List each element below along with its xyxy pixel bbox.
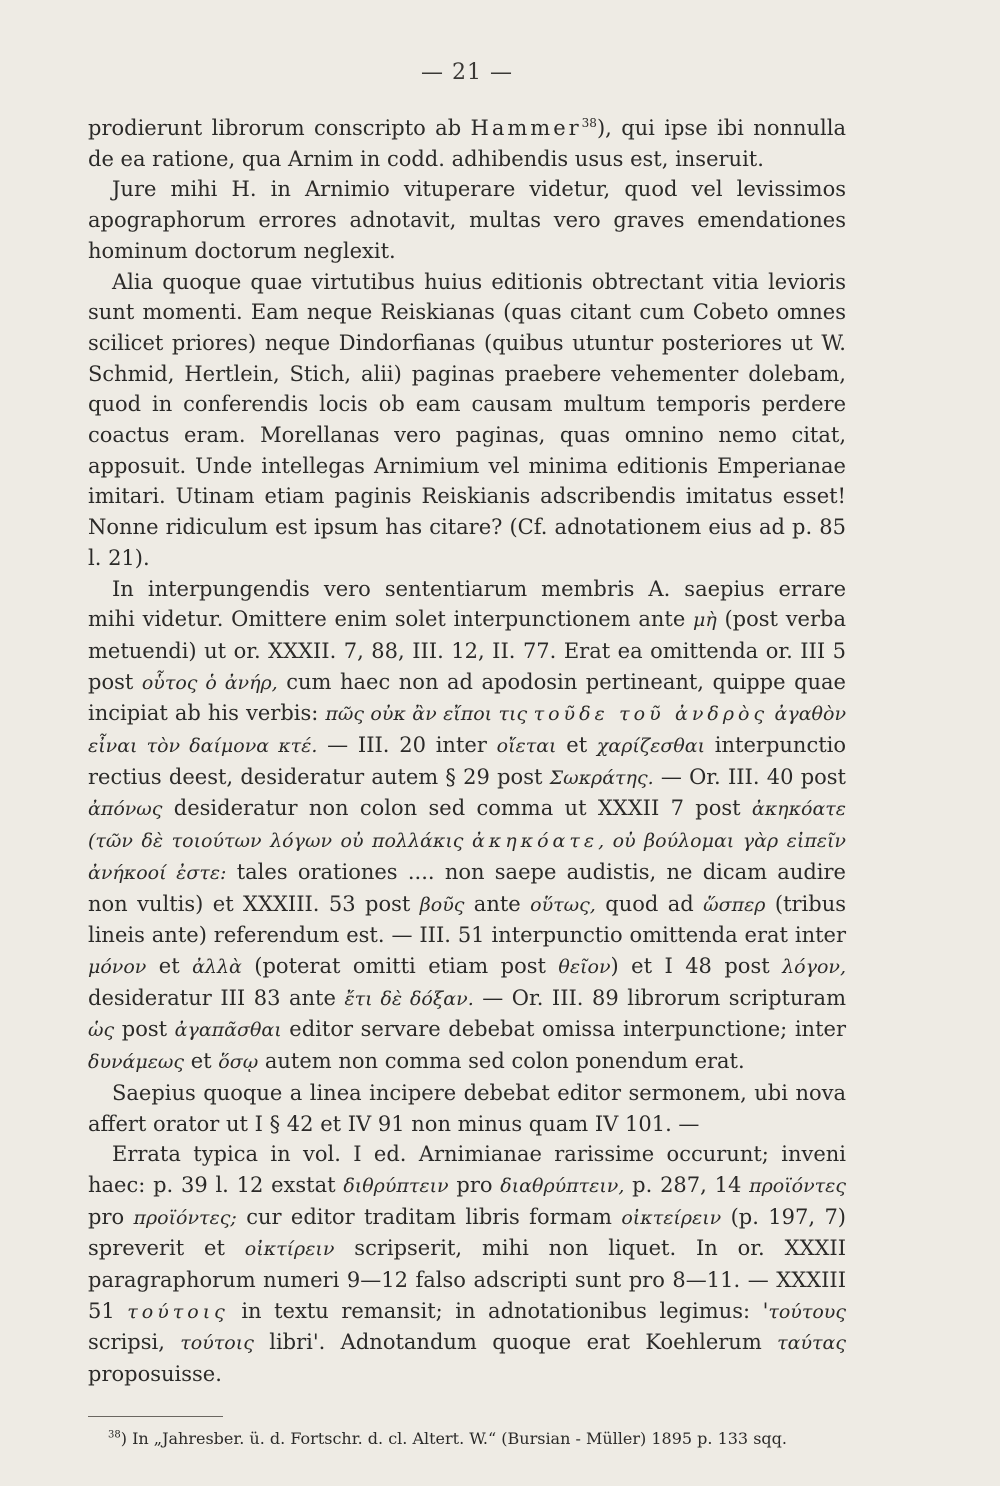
footnote-ref[interactable]: 38	[581, 116, 597, 130]
greek-text: τούτοις	[180, 1332, 254, 1355]
greek-text: οἰκτείρειν	[621, 1206, 722, 1229]
greek-text: πῶς οὐκ ἂν εἴποι τις	[325, 703, 534, 726]
greek-text: ἀγαπᾶσθαι	[174, 1019, 282, 1042]
text-run: (tribus lineis ante) referendum est. — III. 51 interpunctio omittenda erat inter	[88, 891, 847, 948]
text-run: ante	[464, 891, 531, 916]
greek-text: ἀλλὰ	[192, 955, 242, 978]
text-run: (post verba metuendi) ut or. XXXII. 7, 88, III. 12, II. 77. Erat ea omittenda or. III 5 post	[88, 607, 846, 694]
text-run: scripserit, mihi non liquet. In or. XXXII paragraphorum numeri 9—12 falso adscripti sunt pro 8—11. — XXXIII 51	[88, 1236, 847, 1323]
text-run: pro	[448, 1172, 501, 1197]
footnote-divider	[88, 1416, 223, 1417]
greek-text: ὅσῳ	[218, 1051, 259, 1074]
greek-text: ταύτας	[777, 1332, 846, 1355]
text-run: desideratur non colon sed comma ut XXXII 7 post	[162, 796, 752, 821]
greek-text-spaced: ἀκηκόατε	[471, 830, 599, 853]
greek-text: μόνον	[88, 955, 147, 978]
text-run: (poterat omitti etiam post	[241, 953, 559, 978]
greek-text: τούτους	[768, 1300, 846, 1323]
footnote-text: ) In „Jahresber. ü. d. Fortschr. d. cl. Altert. W.“ (Bursian - Müller) 1895 p. 133 sqq.	[120, 1428, 787, 1448]
text-run: editor servare debebat omissa interpunctione; inter	[281, 1017, 846, 1042]
paragraph-3: Alia quoque quae virtutibus huius editionis obtrectant vitia levioris sunt momenti. Eam neque Reiskianas (quas citant cum Cobeto omnes scilicet priores) neque Dindorfianas (quibus utuntur posteriores ut W. Schmid, Hertlein, Stich, alii) paginas praebere vehementer dolebam, quod in conferendis locis ob eam causam multum temporis perdere coactus eram. Morellanas vero paginas, quas omnino nemo citat, apposuit. Unde intellegas Arnimium vel minima editionis Emperianae imitari. Utinam etiam paginis Reiskianis adscribendis imitatus esset! Nonne ridiculum est ipsum has citare? (Cf. adnotationem eius ad p. 85 l. 21).	[88, 269, 846, 570]
text-run: post	[114, 1017, 175, 1042]
text-run: cum haec non ad apodosin pertineant, quippe quae incipiat ab his verbis:	[88, 669, 846, 726]
text-run: proposuisse.	[88, 1362, 222, 1387]
text-run: tales orationes .... non saepe audistis, ne dicam audire non vultis) et XXXIII. 53 post	[88, 859, 846, 916]
greek-text: βοῦς	[419, 893, 465, 916]
greek-text: ἀκηκόατε (τῶν δὲ τοιούτων λόγων οὐ πολλάκις	[88, 798, 846, 853]
text-run: p. 287, 14	[624, 1172, 750, 1197]
text-run: In interpungendis vero sententiarum membris A. saepius errare mihi videtur. Omittere enim solet interpunctionem ante	[88, 576, 846, 632]
greek-text: ἀγαθὸν εἶναι τὸν δαίμονα κτέ.	[88, 703, 846, 758]
page-number: — 21 —	[421, 60, 513, 85]
paragraph-1	[88, 113, 846, 174]
text-run: quod ad	[595, 891, 704, 916]
greek-text: θεῖον	[558, 955, 611, 978]
paragraph-5: Saepius quoque a linea incipere debebat editor sermonem, ubi nova affert orator ut I § 42 et IV 91 non minus quam IV 101. —	[88, 1080, 846, 1136]
greek-text: οἰκτίρειν	[244, 1238, 335, 1261]
greek-text-spaced: τούτοις	[127, 1300, 229, 1323]
paragraph-6	[88, 1139, 846, 1390]
text-run: interpunctio rectius deest, desideratur autem § 29 post	[88, 733, 846, 789]
greek-text: διθρύπτειν	[343, 1174, 449, 1197]
greek-text: προϊόντες	[749, 1174, 846, 1197]
footnote-number: 38	[108, 1429, 121, 1441]
greek-text: διαθρύπτειν,	[500, 1174, 625, 1197]
greek-text: μὴ	[693, 609, 717, 632]
footnote	[88, 1427, 846, 1450]
page	[88, 60, 846, 1450]
text-run: desideratur III 83 ante	[88, 985, 345, 1010]
text-run: scripsi,	[88, 1330, 181, 1355]
greek-text: χαρίζεσθαι	[596, 735, 706, 758]
text-run: in textu remansit; in adnotationibus legimus: '	[228, 1298, 769, 1323]
body-text	[88, 113, 846, 1390]
greek-text-spaced: τοῦδε τοῦ ἀνδρὸς	[533, 703, 769, 726]
greek-text: δυνάμεως	[88, 1051, 185, 1074]
greek-text: οὗτος ὁ ἀνήρ,	[141, 671, 278, 694]
text-run: et	[184, 1049, 219, 1074]
text-run: — III. 20 inter	[317, 733, 497, 758]
greek-text: ἔτι δὲ δόξαν.	[344, 987, 474, 1010]
author-name: Hammer	[470, 116, 582, 140]
greek-text: λόγον,	[782, 955, 846, 978]
greek-text: ἀπόνως	[88, 798, 163, 821]
greek-text: , οὐ βούλομαι γὰρ εἰπεῖν ἀνήκοοί ἐστε:	[88, 830, 846, 884]
text-run: libri'. Adnotandum quoque erat Koehlerum	[253, 1330, 778, 1355]
text-run: autem non comma sed colon ponendum erat.	[258, 1049, 745, 1074]
text-run: cur editor traditam libris formam	[236, 1204, 622, 1229]
text-run: ), qui ipse ibi nonnulla de ea ratione, qua Arnim in codd. adhibendis usus est, inseruit.	[88, 116, 846, 171]
paragraph-2: Jure mihi H. in Arnimio vituperare videtur, quod vel levissimos apographorum errores adnotavit, multas vero graves emendationes hominum doctorum neglexit.	[88, 177, 846, 263]
text-run: Errata typica in vol. I ed. Arnimianae rarissime occurunt; inveni haec: p. 39 l. 12 exstat	[88, 1142, 846, 1197]
text-run: (p. 197, 7) spreverit et	[88, 1204, 846, 1261]
text-run: ) et I 48 post	[610, 953, 783, 978]
greek-text: οἴεται	[496, 735, 557, 758]
greek-text: ὥσπερ	[703, 893, 766, 916]
text-run: et	[556, 733, 597, 758]
greek-text: οὕτως,	[530, 893, 596, 916]
greek-text: Σωκράτης.	[549, 766, 654, 789]
text-run: — Or. III. 40 post	[653, 764, 846, 789]
greek-text: προϊόντες;	[133, 1206, 237, 1229]
text-run: et	[146, 953, 193, 978]
text-run: — Or. III. 89 librorum scripturam	[473, 985, 846, 1010]
paragraph-4	[88, 574, 846, 1078]
greek-text: ὡς	[88, 1019, 115, 1042]
text-run: pro	[88, 1204, 134, 1229]
text-run: prodierunt librorum conscripto ab	[88, 116, 471, 140]
